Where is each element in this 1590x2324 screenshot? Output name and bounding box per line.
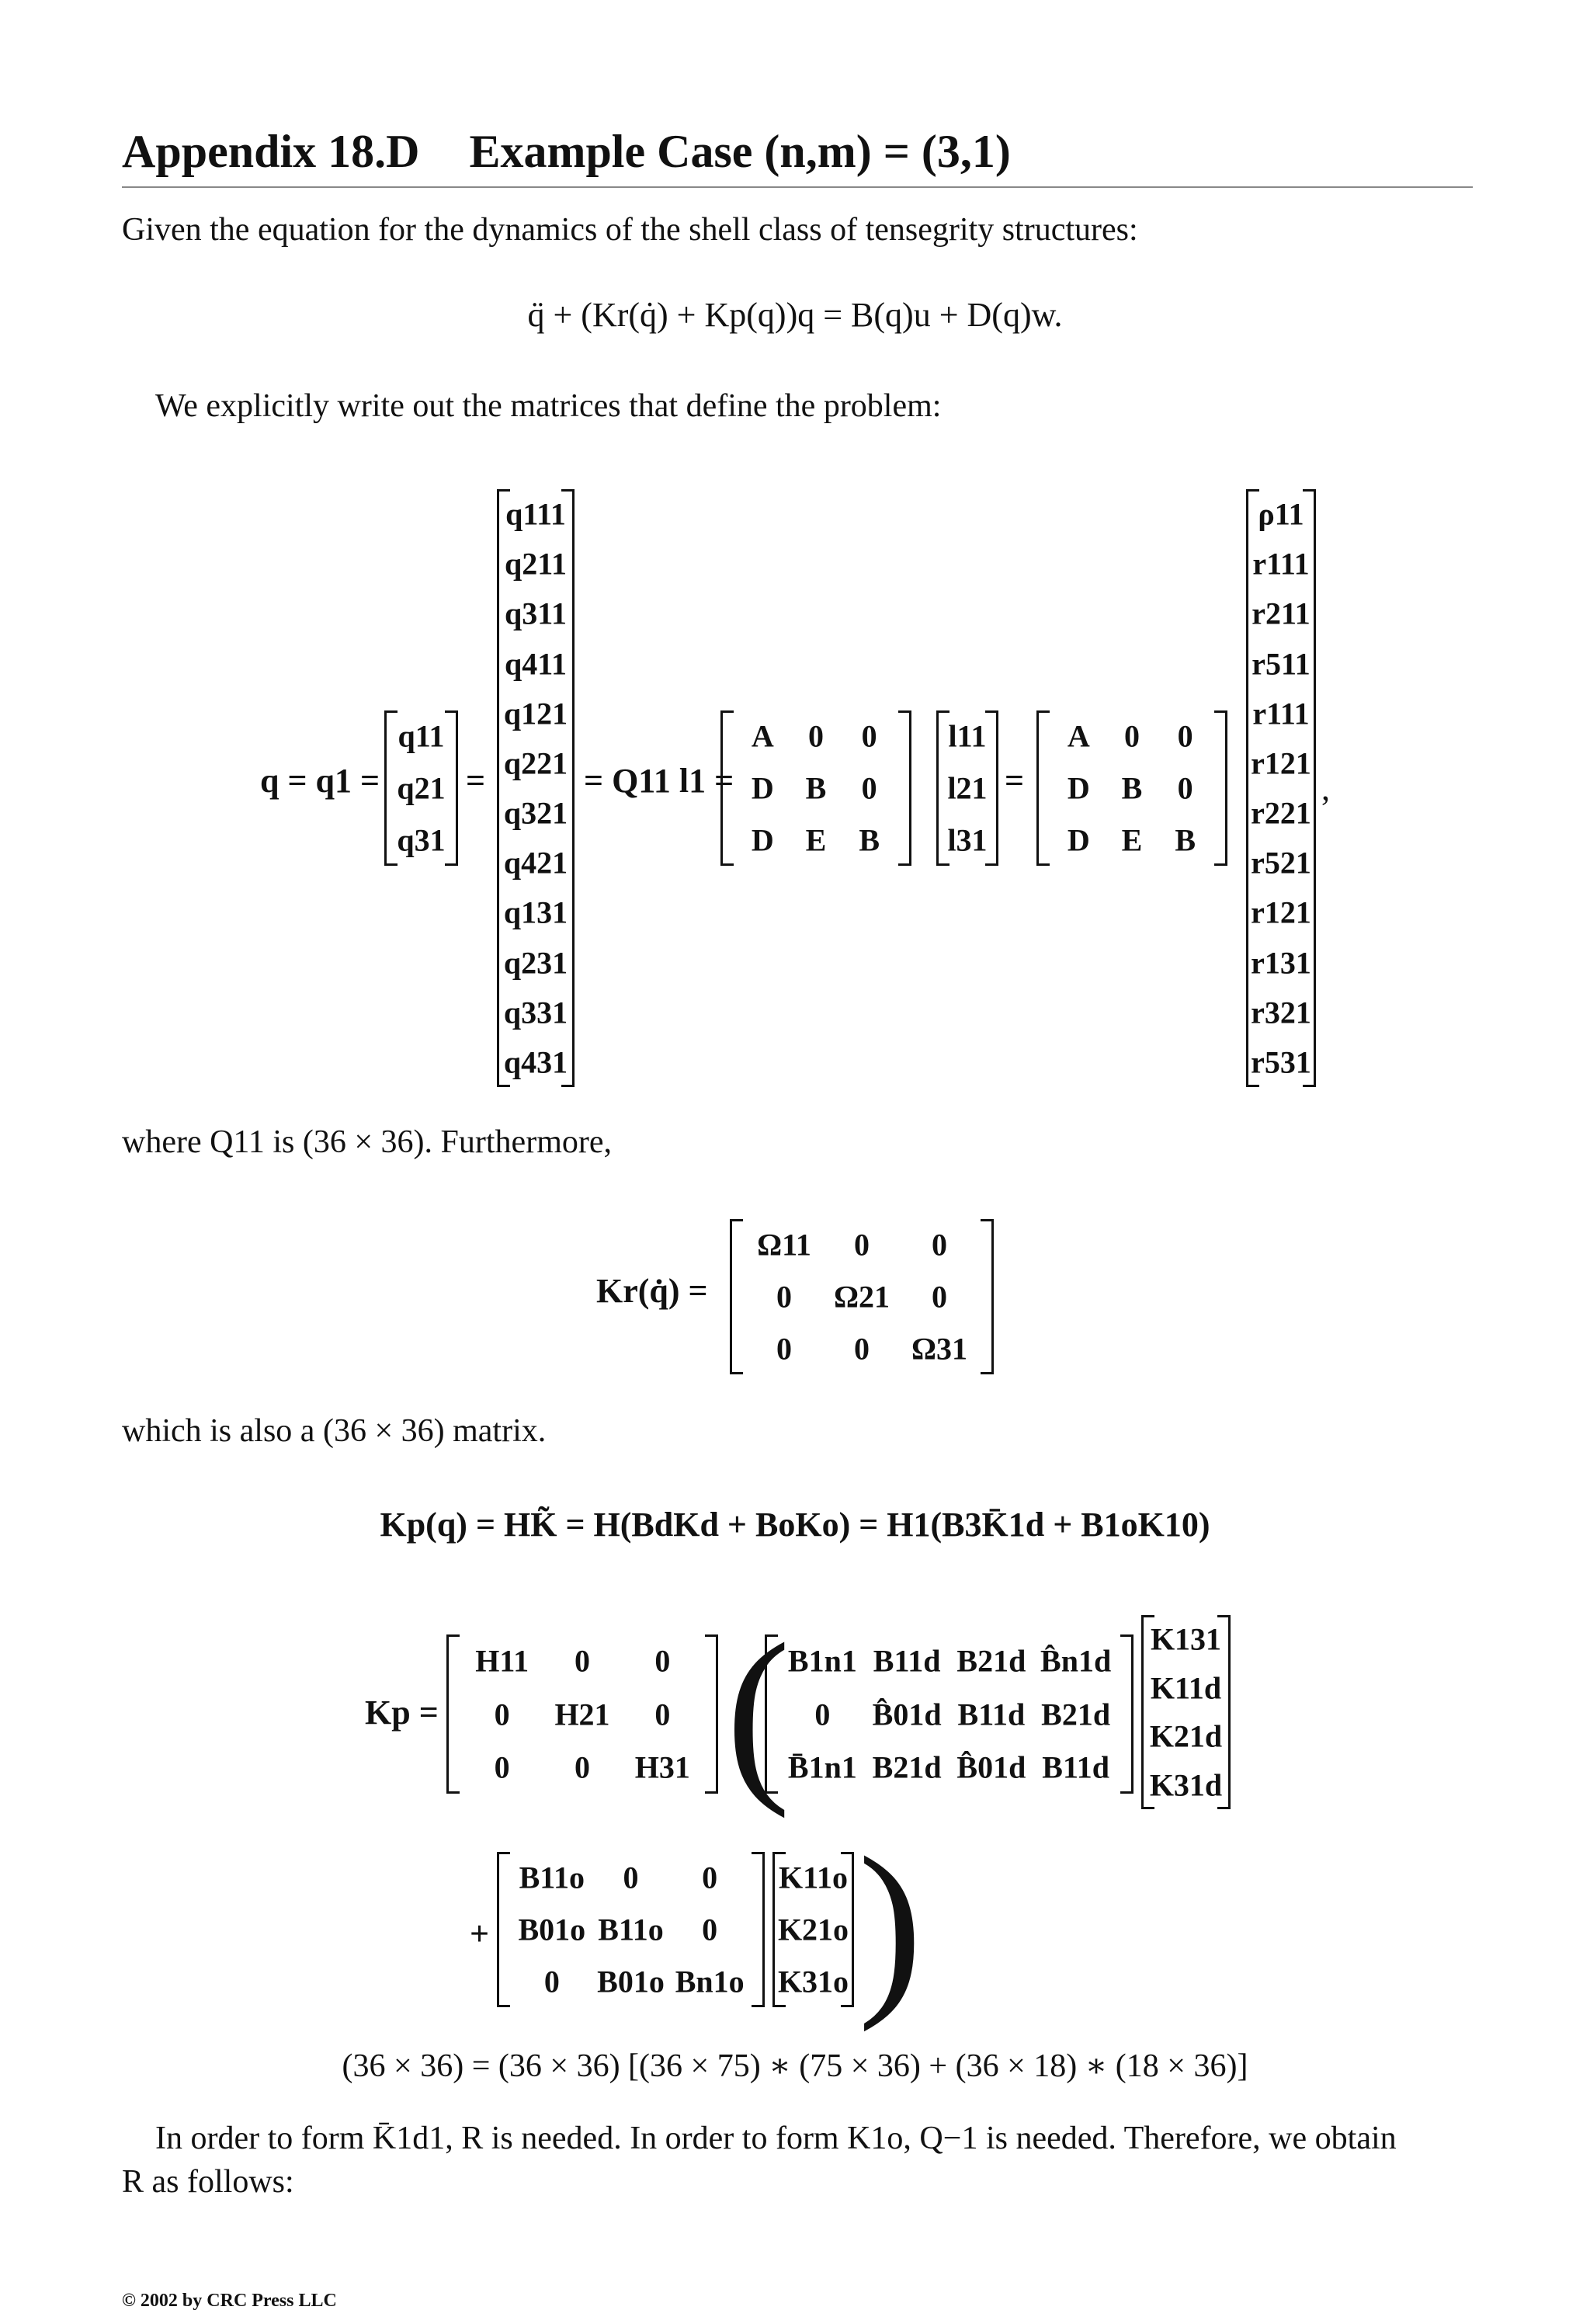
right-paren: ) (858, 1818, 923, 2033)
matrix-cell: B̂n1d (1040, 1643, 1112, 1679)
closing-paragraph: In order to form K̄1d1, R is needed. In order to form K1o, Q−1 is needed. Therefore, we obtain (155, 2121, 1397, 2156)
matrix-cell: B11d (957, 1697, 1026, 1732)
k-vector (1141, 1615, 1231, 1809)
copyright-footer: © 2002 by CRC Press LLC (122, 2291, 337, 2311)
where-paragraph: where Q11 is (36 × 36). Furthermore, (122, 1124, 612, 1160)
bracket-left (446, 1634, 460, 1794)
left-paren: ( (726, 1604, 791, 1819)
closing-paragraph-2: R as follows: (122, 2164, 294, 2200)
bracket-left (384, 710, 398, 866)
matrix-cell: 0 (494, 1749, 510, 1785)
plus-sign: + (470, 1915, 490, 1953)
bracket-left (730, 1219, 743, 1374)
appendix-title: Example Case (n,m) = (3,1) (469, 126, 1011, 177)
vector-entry: q231 (503, 945, 568, 981)
matrix-cell: B (1121, 770, 1143, 806)
q-small-vector (384, 710, 458, 866)
bracket-right (898, 710, 911, 866)
bracket-left (1036, 710, 1050, 866)
vector-entry: r111 (1252, 546, 1310, 582)
equals-1: = (466, 762, 486, 800)
matrix-cell: 0 (654, 1643, 671, 1679)
vector-entry: K11o (779, 1860, 848, 1895)
matrix-cell: B (805, 770, 827, 806)
vector-entry: q421 (503, 845, 568, 881)
q-definition-equation (0, 478, 1590, 1083)
matrix-cell: E (1121, 822, 1143, 858)
equals-2: = (1005, 762, 1025, 800)
vector-entry: q121 (503, 696, 568, 731)
matrix-cell: 0 (702, 1912, 718, 1947)
matrix-cell: A (751, 718, 774, 754)
define-paragraph: We explicitly write out the matrices that define the problem: (155, 388, 942, 424)
matrix-cell: 0 (1177, 718, 1193, 754)
vector-entry: q221 (503, 745, 568, 781)
matrix-cell: 0 (808, 718, 824, 754)
bracket-right (752, 1852, 765, 2007)
vector-entry: r221 (1251, 795, 1311, 831)
matrix-cell: Ω31 (911, 1331, 968, 1367)
matrix-cell: B21d (956, 1643, 1026, 1679)
vector-entry: q311 (504, 596, 568, 631)
vector-entry: r121 (1251, 895, 1311, 930)
kp-lhs: Kp = (365, 1693, 439, 1732)
bracket-left (497, 1852, 510, 2007)
matrix-cell: 0 (1177, 770, 1193, 806)
appendix-label: Appendix 18.D (122, 126, 420, 177)
ko-vector (772, 1852, 854, 2007)
dynamics-equation: q̈ + (Kr(q̇) + Kp(q))q = B(q)u + D(q)w. (527, 296, 1063, 334)
vector-entry: l21 (947, 770, 988, 806)
matrix-cell: D (1067, 770, 1090, 806)
r-vector (1246, 489, 1316, 1087)
matrix-cell: B11d (1042, 1749, 1109, 1785)
vector-entry: r211 (1252, 596, 1311, 631)
matrix-cell: 0 (932, 1227, 947, 1263)
comma: , (1321, 769, 1330, 808)
matrix-cell: 0 (861, 718, 877, 754)
matrix-cell: E (805, 822, 827, 858)
matrix-cell: D (751, 822, 774, 858)
vector-entry: K21d (1149, 1718, 1223, 1754)
bd-matrix (765, 1634, 1133, 1794)
matrix-cell: 0 (854, 1227, 870, 1263)
vector-entry: K131 (1150, 1621, 1222, 1657)
bracket-left (765, 1634, 778, 1794)
vector-entry: K31o (777, 1964, 849, 1999)
matrix-cell: Bn1o (675, 1964, 745, 1999)
block-matrix-2 (1036, 710, 1227, 866)
matrix-cell: Ω21 (833, 1279, 890, 1315)
matrix-cell: 0 (861, 770, 877, 806)
matrix-cell: 0 (776, 1279, 792, 1315)
matrix-cell: 0 (854, 1331, 870, 1367)
matrix-cell: A (1067, 718, 1090, 754)
matrix-cell: B01o (518, 1912, 586, 1947)
kr-matrix (730, 1219, 994, 1374)
matrix-cell: B11o (598, 1912, 664, 1947)
matrix-cell: 0 (623, 1860, 639, 1895)
matrix-cell: B̂01d (956, 1749, 1026, 1785)
matrix-cell: D (751, 770, 774, 806)
matrix-cell: H21 (554, 1697, 610, 1732)
vector-entry: q111 (505, 496, 566, 532)
bracket-right (1120, 1634, 1133, 1794)
matrix-cell: B̂01d (872, 1697, 942, 1732)
matrix-cell: 0 (702, 1860, 718, 1895)
vector-entry: r111 (1252, 696, 1310, 731)
vector-entry: r131 (1251, 945, 1311, 981)
matrix-cell: 0 (1124, 718, 1140, 754)
vector-entry: r321 (1251, 995, 1311, 1030)
section-heading (122, 116, 1473, 188)
vector-entry: q331 (503, 995, 568, 1030)
l-vector (936, 710, 998, 866)
matrix-cell: B (1175, 822, 1196, 858)
matrix-cell: 0 (543, 1964, 560, 1999)
matrix-cell: H31 (634, 1749, 690, 1785)
vector-entry: q11 (398, 718, 445, 754)
vector-entry: r511 (1252, 646, 1311, 682)
matrix-cell: 0 (776, 1331, 792, 1367)
vector-entry: r521 (1251, 845, 1311, 881)
bo-matrix (497, 1852, 765, 2007)
matrix-cell: 0 (814, 1697, 831, 1732)
h-matrix (446, 1634, 718, 1794)
dimension-equation: (36 × 36) = (36 × 36) [(36 × 75) ∗ (75 × 36) + (36 × 18) ∗ (18 × 36)] (342, 2048, 1248, 2084)
vector-entry: q131 (503, 895, 568, 930)
vector-entry: K21o (777, 1912, 849, 1947)
kp-equation: Kp(q) = HK̃ = H(BdKd + BoKo) = H1(B3K̄1d + B1oK10) (380, 1506, 1210, 1544)
matrix-cell: B1n1 (787, 1643, 857, 1679)
q-long-vector (497, 489, 575, 1087)
bracket-left (720, 710, 734, 866)
matrix-cell: B̄1n1 (787, 1749, 857, 1785)
vector-entry: r121 (1251, 745, 1311, 781)
matrix-cell: B21d (1041, 1697, 1111, 1732)
matrix-cell: 0 (575, 1749, 590, 1785)
matrix-cell: B11o (519, 1860, 585, 1895)
matrix-cell: D (1067, 822, 1090, 858)
vector-entry: q411 (504, 646, 568, 682)
matrix-cell: 0 (575, 1643, 590, 1679)
vector-entry: ρ11 (1258, 496, 1304, 532)
matrix-cell: 0 (494, 1697, 510, 1732)
matrix-cell: B01o (597, 1964, 665, 1999)
matrix-cell: Ω11 (757, 1227, 811, 1263)
bracket-right (445, 710, 458, 866)
matrix-cell: B (859, 822, 880, 858)
q-lhs: q = q1 = (260, 762, 380, 800)
vector-entry: r531 (1251, 1044, 1311, 1080)
vector-entry: K11d (1150, 1670, 1222, 1706)
matrix-cell: H11 (475, 1643, 529, 1679)
matrix-cell: B21d (872, 1749, 942, 1785)
matrix-cell: 0 (654, 1697, 671, 1732)
bracket-right (1214, 710, 1227, 866)
vector-entry: l11 (948, 718, 987, 754)
vector-entry: q21 (397, 770, 446, 806)
which-paragraph: which is also a (36 × 36) matrix. (122, 1413, 547, 1449)
vector-entry: l31 (947, 822, 988, 858)
matrix-cell: B11d (873, 1643, 941, 1679)
block-matrix-1 (720, 710, 911, 866)
vector-entry: q431 (503, 1044, 568, 1080)
intro-paragraph: Given the equation for the dynamics of the shell class of tensegrity structures: (122, 212, 1138, 248)
vector-entry: q321 (503, 795, 568, 831)
matrix-cell: 0 (932, 1279, 947, 1315)
vector-entry: q211 (504, 546, 568, 582)
vector-entry: q31 (397, 822, 446, 858)
q-mid: = Q11 l1 = (584, 762, 734, 800)
kr-lhs: Kr(q̇) = (596, 1272, 708, 1310)
bracket-right (705, 1634, 718, 1794)
bracket-right (981, 1219, 994, 1374)
vector-entry: K31d (1149, 1767, 1223, 1803)
